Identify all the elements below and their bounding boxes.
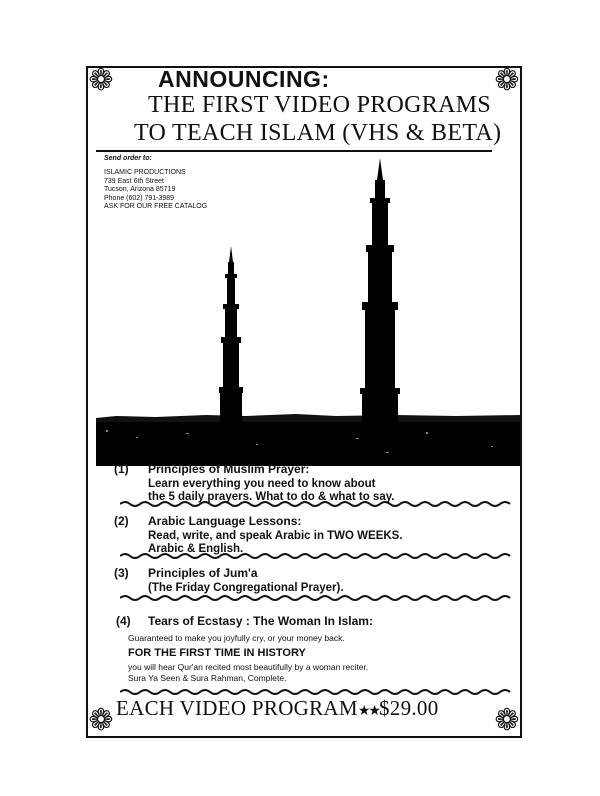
corner-ornament-icon: ❁ xyxy=(88,704,114,737)
stars-icon: ★★ xyxy=(357,704,379,719)
program-item-4 xyxy=(116,612,516,684)
corner-ornament-icon: ❁ xyxy=(494,704,520,737)
wavy-divider xyxy=(120,688,514,696)
wavy-divider xyxy=(120,594,514,602)
item-line: (The Friday Congregational Prayer). xyxy=(148,582,344,594)
program-item-2 xyxy=(114,512,403,556)
wavy-divider xyxy=(120,552,514,560)
item-line: the 5 daily prayers. What to do & what to say. xyxy=(148,491,395,503)
item-number: (2) xyxy=(114,514,129,528)
item-number: (1) xyxy=(114,462,129,476)
item-title: Tears of Ecstasy : The Woman In Islam: xyxy=(148,614,373,628)
title-line-1: THE FIRST VIDEO PROGRAMS xyxy=(148,92,492,118)
program-item-3 xyxy=(114,564,344,595)
address-line: ASK FOR OUR FREE CATALOG xyxy=(104,203,208,211)
title-line-2: TO TEACH ISLAM (VHS & BETA) xyxy=(134,120,502,146)
price-footer xyxy=(116,696,439,721)
item-line: Read, write, and speak Arabic in TWO WEEKS. xyxy=(148,530,403,542)
corner-ornament-icon: ❁ xyxy=(494,64,520,97)
item-detail: Sura Ya Seen & Sura Rahman, Complete. xyxy=(128,673,287,683)
wavy-divider xyxy=(120,500,514,508)
item-detail: you will hear Qur'an recited most beautifully by a woman reciter. xyxy=(128,662,369,672)
order-address xyxy=(104,169,207,212)
header-rule xyxy=(96,150,492,152)
footer-label: EACH VIDEO PROGRAM xyxy=(116,696,358,720)
item-title: Arabic Language Lessons: xyxy=(148,514,302,528)
corner-ornament-icon: ❁ xyxy=(88,64,114,97)
address-line: Phone (602) 791-3989 xyxy=(104,194,175,202)
item-title: Principles of Jum'a xyxy=(148,566,258,580)
guarantee-text: Guaranteed to make you joyfully cry, or your money back. xyxy=(128,633,345,643)
price-value: $29.00 xyxy=(378,696,439,720)
address-line: Tucson, Arizona 85719 xyxy=(104,186,176,194)
item-line: Learn everything you need to know about xyxy=(148,478,376,490)
history-highlight: FOR THE FIRST TIME IN HISTORY xyxy=(128,647,306,659)
announcing-heading: ANNOUNCING: xyxy=(158,66,330,92)
item-number: (4) xyxy=(116,614,131,628)
address-line: 739 East 6th Street xyxy=(104,177,164,185)
item-line: Arabic & English. xyxy=(148,543,244,555)
send-order-label: Send order to: xyxy=(104,155,152,162)
item-title: Principles of Muslim Prayer: xyxy=(148,462,310,476)
program-item-1 xyxy=(114,460,394,504)
item-number: (3) xyxy=(114,566,129,580)
address-line: ISLAMIC PRODUCTIONS xyxy=(104,169,186,176)
